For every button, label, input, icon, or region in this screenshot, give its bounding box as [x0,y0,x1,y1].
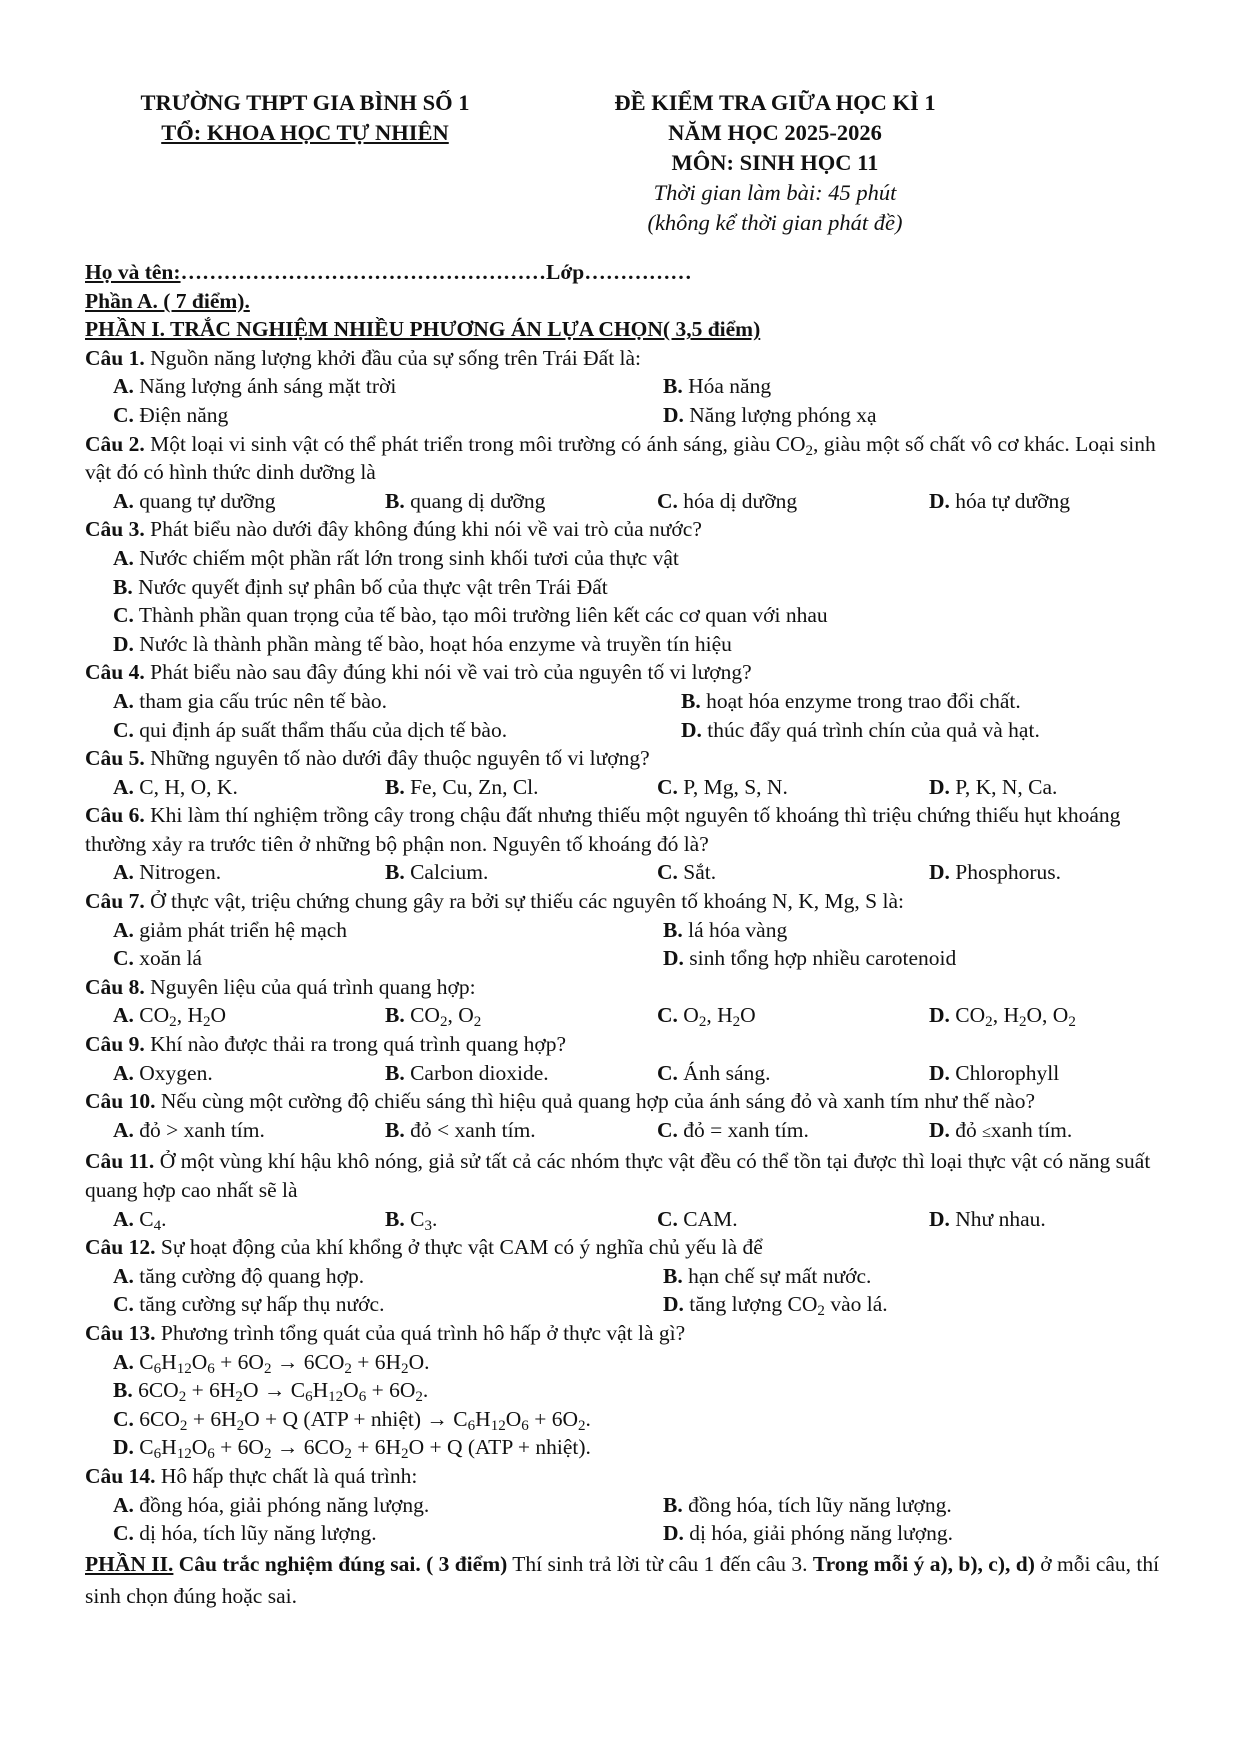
option-b: B. hạn chế sự mất nước. [663,1263,872,1288]
option-d: D. $CO_2$, $H_2O$, $O_2$ [929,1003,1076,1031]
q12-options-row-1 [85,1262,1165,1291]
option-c: C. Ánh sáng. [657,1060,771,1085]
option-c: C. hóa dị dưỡng [657,488,798,513]
option-c: C. CAM. [657,1206,738,1231]
question-9: Câu 9. Khí nào được thải ra trong quá trình quang hợp? [85,1032,567,1057]
question-label: Câu 1. [85,345,145,370]
option-a: A. $C_4$. [113,1206,167,1234]
option-c: C. Thành phần quan trọng của tế bào, tạo môi trường liên kết các cơ quan với nhau [113,603,828,628]
class-label: Lớp [546,260,585,284]
q2-options [85,487,1165,516]
question-10: Câu 10. Nếu cùng một cường độ chiếu sáng thì hiệu quả quang hợp của ánh sáng đỏ và xanh tím như thế nào? [85,1089,1036,1114]
duration-note: (không kể thời gian phát đề) [647,210,903,235]
option-c: C. P, Mg, S, N. [657,774,788,799]
q7-options-row-2 [85,944,1165,973]
question-text: Nguồn năng lượng khởi đầu của sự sống trên Trái Đất là: [144,345,642,370]
option-a: A. Oxygen. [113,1060,213,1085]
q14-options-row-2 [85,1519,1165,1548]
subject: MÔN: SINH HỌC 11 [671,150,879,175]
option-a: A. Nước chiếm một phần rất lớn trong sinh khối tươi của thực vật [113,545,679,570]
option-a: A. Năng lượng ánh sáng mặt trời [113,374,397,399]
option-b: B. hoạt hóa enzyme trong trao đổi chất. [681,688,1021,713]
question-2: Câu 2. Một loại vi sinh vật có thể phát triển trong môi trường có ánh sáng, giàu $CO_2$, giàu một số chất vô cơ khác. Loại sinh vật đó có hình thức dinh dưỡng là [85,431,1156,485]
option-c: C. $6CO_2 + 6H_2O + Q$ (ATP + nhiệt) → $C_6H_{12}O_6 + 6O_2$. [113,1406,591,1434]
question-12: Câu 12. Sự hoạt động của khí khổng ở thực vật CAM có ý nghĩa chủ yếu là để [85,1235,763,1260]
option-c: C. Điện năng [113,402,229,427]
option-d: D. P, K, N, Ca. [929,774,1058,799]
option-d: D. Phosphorus. [929,860,1062,885]
option-d: D. sinh tổng hợp nhiều carotenoid [663,946,957,971]
duration: Thời gian làm bài: 45 phút [653,180,897,205]
question-13: Câu 13. Phương trình tổng quát của quá trình hô hấp ở thực vật là gì? [85,1320,686,1345]
option-b: B. $CO_2$, $O_2$ [385,1003,482,1031]
question-3: Câu 3. Phát biểu nào dưới đây không đúng khi nói về vai trò của nước? [85,517,702,542]
q10-options [85,1116,1165,1148]
option-d: D. dị hóa, giải phóng năng lượng. [663,1521,953,1546]
school-name: TRƯỜNG THPT GIA BÌNH SỐ 1 [140,90,470,115]
question-11: Câu 11. Ở một vùng khí hậu khô nóng, giả sử tất cả các nhóm thực vật đều có thể tồn tại được thì loại thực vật có năng suất quang hợp cao nhất sẽ là [85,1149,1151,1202]
q5-options [85,773,1165,802]
question-5: Câu 5. Những nguyên tố nào dưới đây thuộc nguyên tố vi lượng? [85,746,650,771]
option-a: A. C, H, O, K. [113,774,238,799]
option-b: B. Carbon dioxide. [385,1060,549,1085]
q6-options [85,858,1165,887]
option-c: C. $O_2$, $H_2O$ [657,1003,756,1031]
question-14: Câu 14. Hô hấp thực chất là quá trình: [85,1463,418,1488]
option-c: C. tăng cường sự hấp thụ nước. [113,1292,385,1317]
header-left [95,88,515,148]
option-a: A. tăng cường độ quang hợp. [113,1263,365,1288]
option-d: D. Chlorophyll [929,1060,1060,1085]
option-a: A. quang tự dưỡng [113,488,276,513]
option-d: D. thúc đẩy quá trình chín của quả và hạt. [681,717,1040,742]
student-info-line [85,258,1165,287]
option-c: C. qui định áp suất thẩm thấu của dịch tế bào. [113,717,508,742]
option-d: D. Năng lượng phóng xạ [663,402,877,427]
option-a: A. $C_6H_{12}O_6 + 6O_2 \to 6CO_2 + 6H_2O$. [113,1349,430,1377]
option-a: A. $CO_2$, $H_2O$ [113,1003,227,1031]
option-a: A. đồng hóa, giải phóng năng lượng. [113,1492,430,1517]
option-c: C. dị hóa, tích lũy năng lượng. [113,1521,377,1546]
name-label: Họ và tên: [85,260,181,284]
option-a: A. đỏ > xanh tím. [113,1117,265,1142]
option-b: B. $6CO_2 + 6H_2O \to C_6H_{12}O_6 + 6O_2$. [113,1378,429,1405]
option-b: B. Nước quyết định sự phân bố của thực vật trên Trái Đất [113,574,608,599]
class-dots: …………… [584,260,692,284]
name-dots: …………………………………………… [180,260,547,284]
q8-options [85,1001,1165,1030]
q4-options-row-1 [85,687,1165,716]
exam-title: ĐỀ KIỂM TRA GIỮA HỌC KÌ 1 [614,90,936,115]
question-1 [85,344,1165,373]
section-2-heading: PHẦN II. Câu trắc nghiệm đúng sai. ( 3 điểm) Thí sinh trả lời từ câu 1 đến câu 3. Trong mỗi ý a), b), c), d) ở mỗi câu, thí sinh chọn đúng hoặc sai. [85,1551,1160,1608]
option-d: D. Như nhau. [929,1206,1046,1231]
option-c: C. đỏ = xanh tím. [657,1117,809,1142]
department-name: TỔ: KHOA HỌC TỰ NHIÊN [161,120,449,145]
question-8: Câu 8. Nguyên liệu của quá trình quang hợp: [85,974,476,999]
option-b: B. quang dị dưỡng [385,488,546,513]
option-b: B. Hóa năng [663,374,772,399]
option-b: B. đồng hóa, tích lũy năng lượng. [663,1492,952,1517]
question-4: Câu 4. Phát biểu nào sau đây đúng khi nói về vai trò của nguyên tố vi lượng? [85,660,752,685]
option-d: D. đỏ ≤xanh tím. [929,1117,1073,1142]
q1-options-row-2 [85,401,1165,430]
option-c: C. xoăn lá [113,946,202,971]
q11-options [85,1205,1165,1234]
option-b: B. lá hóa vàng [663,917,788,942]
q4-options-row-2 [85,716,1165,745]
question-6: Câu 6. Khi làm thí nghiệm trồng cây trong chậu đất nhưng thiếu một nguyên tố khoáng thì triệu chứng thiếu hụt khoáng thường xảy ra trước tiên ở những bộ phận non. Nguyên tố khoáng đó là? [85,803,1121,856]
option-a: A. Nitrogen. [113,860,222,885]
option-b: B. đỏ < xanh tím. [385,1117,536,1142]
option-d: D. $C_6H_{12}O_6 + 6O_2 \to 6CO_2 + 6H_2O + Q$ (ATP + nhiệt). [113,1435,591,1463]
part-a-heading: Phần A. ( 7 điểm). [85,288,250,313]
option-a: A. giảm phát triển hệ mạch [113,917,348,942]
option-d: D. tăng lượng $CO_2$ vào lá. [663,1292,888,1320]
q14-options-row-1 [85,1491,1165,1520]
q7-options-row-1 [85,916,1165,945]
exam-content [85,258,1165,1612]
header-right [575,88,975,238]
option-b: B. Fe, Cu, Zn, Cl. [385,774,539,799]
option-c: C. Sắt. [657,860,717,885]
option-b: B. Calcium. [385,860,489,885]
q12-options-row-2 [85,1290,1165,1319]
q1-options-row-1 [85,372,1165,401]
q9-options [85,1059,1165,1088]
option-d: D. hóa tự dưỡng [929,488,1070,513]
option-b: B. $C_3$. [385,1206,438,1234]
school-year: NĂM HỌC 2025-2026 [668,120,882,145]
option-d: D. Nước là thành phần màng tế bào, hoạt hóa enzyme và truyền tín hiệu [113,631,732,656]
question-7: Câu 7. Ở thực vật, triệu chứng chung gây ra bởi sự thiếu các nguyên tố khoáng N, K, Mg, S là: [85,889,904,914]
option-a: A. tham gia cấu trúc nên tế bào. [113,688,388,713]
section-1-heading: PHẦN I. TRẮC NGHIỆM NHIỀU PHƯƠNG ÁN LỰA CHỌN( 3,5 điểm) [85,317,761,342]
